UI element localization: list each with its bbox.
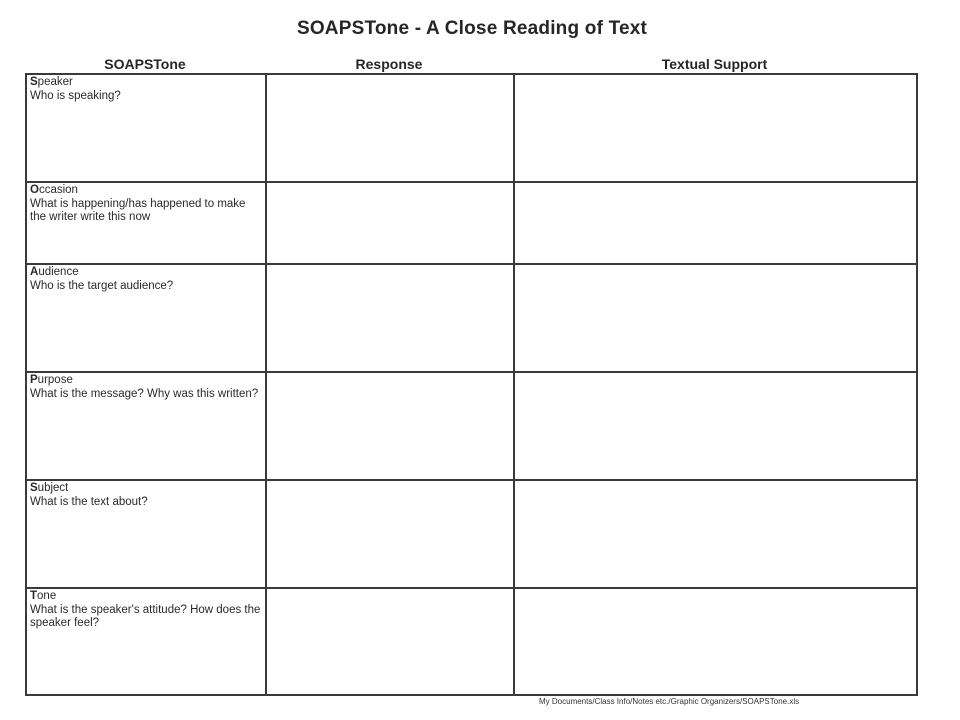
row-term xyxy=(30,482,262,496)
response-cell[interactable] xyxy=(266,372,514,480)
textual-support-cell[interactable] xyxy=(514,74,917,182)
row-label-cell xyxy=(26,480,266,588)
term-initial: P xyxy=(30,374,38,386)
table-row xyxy=(26,264,917,372)
term-initial: T xyxy=(30,590,38,602)
row-question: What is the message? Why was this written? xyxy=(30,387,259,400)
term-rest: ccasion xyxy=(38,184,78,196)
response-cell[interactable] xyxy=(266,480,514,588)
row-term xyxy=(30,184,262,198)
column-header-response: Response xyxy=(355,56,423,72)
row-question: Who is speaking? xyxy=(30,89,121,102)
term-initial: S xyxy=(30,76,38,88)
footer-file-path: My Documents/Class Info/Notes etc./Graphic Organizers/SOAPSTone.xls xyxy=(539,697,800,706)
row-question: What is the text about? xyxy=(30,495,148,508)
row-label-cell xyxy=(26,588,266,695)
table-row xyxy=(26,182,917,264)
table-row xyxy=(26,74,917,182)
row-question: What is happening/has happened to make the writer write this now xyxy=(30,197,246,223)
term-initial: S xyxy=(30,482,38,494)
row-term xyxy=(30,266,262,280)
page-title: SOAPSTone - A Close Reading of Text xyxy=(296,18,648,39)
term-initial: A xyxy=(30,266,39,278)
term-rest: one xyxy=(37,590,57,602)
response-cell[interactable] xyxy=(266,588,514,695)
textual-support-cell[interactable] xyxy=(514,182,917,264)
row-question: Who is the target audience? xyxy=(30,279,174,292)
column-header-textual-support: Textual Support xyxy=(661,56,768,72)
response-cell[interactable] xyxy=(266,182,514,264)
term-rest: udience xyxy=(38,266,79,278)
soapstone-table xyxy=(25,73,918,696)
term-rest: ubject xyxy=(37,482,69,494)
response-cell[interactable] xyxy=(266,74,514,182)
column-header-soapstone: SOAPSTone xyxy=(104,56,186,72)
term-rest: urpose xyxy=(37,374,73,386)
row-question: What is the speaker's attitude? How does the speaker feel? xyxy=(30,603,261,629)
row-term xyxy=(30,76,262,90)
table-row xyxy=(26,588,917,695)
term-rest: peaker xyxy=(37,76,73,88)
table-row xyxy=(26,480,917,588)
textual-support-cell[interactable] xyxy=(514,372,917,480)
column-headers xyxy=(25,56,916,74)
row-term xyxy=(30,590,262,604)
response-cell[interactable] xyxy=(266,264,514,372)
term-initial: O xyxy=(30,184,39,196)
row-label-cell xyxy=(26,264,266,372)
table-row xyxy=(26,372,917,480)
textual-support-cell[interactable] xyxy=(514,588,917,695)
row-label-cell xyxy=(26,182,266,264)
row-label-cell xyxy=(26,74,266,182)
row-label-cell xyxy=(26,372,266,480)
row-term xyxy=(30,374,262,388)
textual-support-cell[interactable] xyxy=(514,480,917,588)
textual-support-cell[interactable] xyxy=(514,264,917,372)
